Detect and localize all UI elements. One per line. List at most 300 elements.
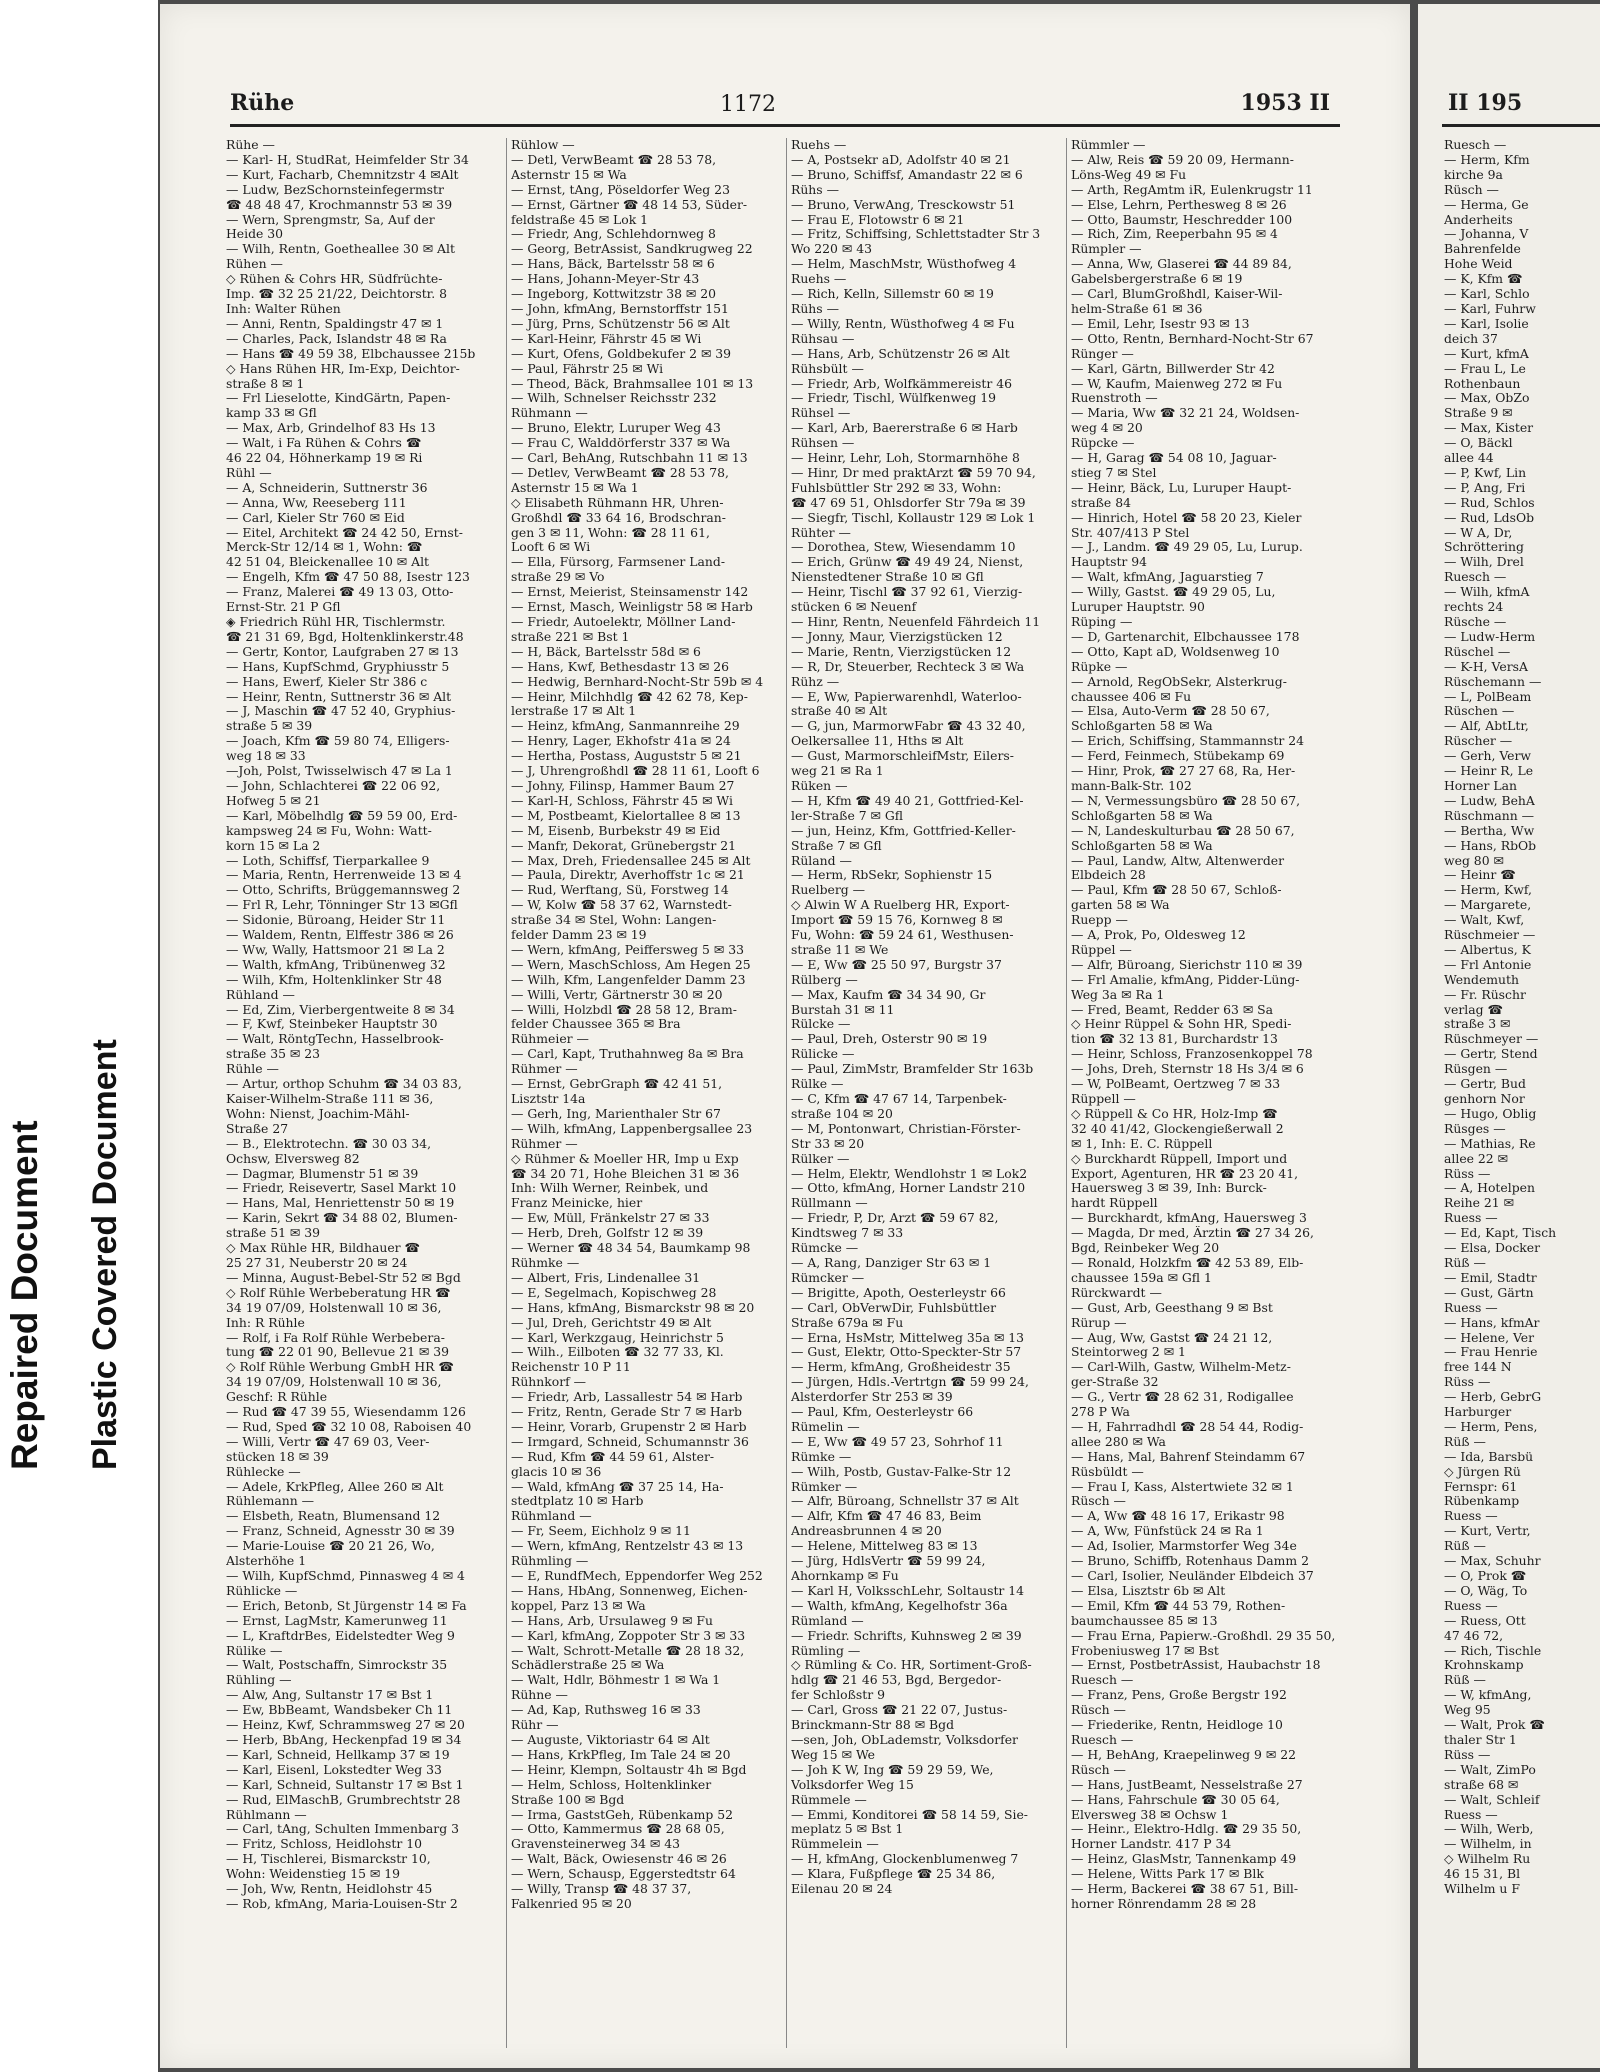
directory-entry: — Heinz, Kwf, Schrammsweg 27 ✉ 20 [226, 1718, 465, 1733]
directory-entry: — Rud, Kfm ☎ 44 59 61, Alster- [511, 1449, 715, 1464]
directory-entry: — Helene, Witts Park 17 ✉ Blk [1071, 1867, 1264, 1882]
directory-entry: Hofweg 5 ✉ 21 [226, 793, 321, 808]
directory-entry: Wohn: Nienst, Joachim-Mähl- [226, 1106, 410, 1121]
directory-entry: — Helm, Schloss, Holtenklinker [511, 1777, 712, 1792]
directory-entry: Rümke — [791, 1449, 852, 1464]
directory-entry: — Heinr, Bäck, Lu, Luruper Haupt- [1071, 480, 1292, 495]
directory-entry: — Heinz, kfmAng, Sanmannreihe 29 [511, 719, 740, 734]
directory-entry: — R, Dr, Steuerber, Rechteck 3 ✉ Wa [791, 659, 1025, 674]
directory-entry: stieg 7 ✉ Stel [1071, 465, 1157, 480]
page-number: 1172 [720, 92, 776, 117]
directory-entry: Inh: Walter Rühen [226, 301, 341, 316]
directory-entry: — E, Ww ☎ 25 50 97, Burgstr 37 [791, 957, 1002, 972]
directory-entry: tion ☎ 32 13 81, Burchardstr 13 [1071, 1032, 1278, 1047]
directory-entry: Ruelberg — [791, 883, 866, 898]
directory-entry: — Fritz, Schiffsing, Schlettstadter Str 3 [791, 227, 1041, 242]
directory-entry: stücken 6 ✉ Neuenf [791, 600, 917, 615]
directory-entry: — Otto, Schrifts, Brüggemannsweg 2 [226, 883, 461, 898]
directory-entry: Hauptstr 94 [1071, 555, 1148, 570]
next-page-entry: Horner Lan [1444, 778, 1517, 793]
directory-entry: — Auguste, Viktoriastr 64 ✉ Alt [511, 1732, 710, 1747]
directory-entry: — E, Ww ☎ 49 57 23, Sohrhof 11 [791, 1434, 1004, 1449]
directory-entry: Brinckmann-Str 88 ✉ Bgd [791, 1718, 955, 1733]
directory-entry: — Heinr, Milchhdlg ☎ 42 62 78, Kep- [511, 689, 748, 704]
next-page-entry: — Ludw, BehA [1444, 793, 1535, 808]
directory-entry: Straße 679a ✉ Fu [791, 1315, 904, 1330]
next-page-entry: — Ruess, Ott [1444, 1613, 1526, 1628]
directory-entry: Rühlmann — [226, 1807, 307, 1822]
directory-entry: 25 27 31, Neuberstr 20 ✉ 24 [226, 1255, 408, 1270]
directory-entry: — Wilh, Schnelser Reichsstr 232 [511, 391, 717, 406]
directory-entry: — Helene, Mittelweg 83 ✉ 13 [791, 1539, 978, 1554]
directory-entry: Rühlow — [511, 138, 575, 152]
directory-column-1 [226, 138, 500, 2048]
directory-entry: feldstraße 45 ✉ Lok 1 [511, 212, 649, 227]
directory-entry: Ruehs — [791, 138, 847, 152]
directory-entry: — Hedwig, Bernhard-Nocht-Str 59b ✉ 4 [511, 674, 764, 689]
directory-entry: — Jürg, HdlsVertr ☎ 59 99 24, [791, 1554, 986, 1569]
directory-entry: Rürup — [1071, 1315, 1127, 1330]
next-page-entry: — Walt, Schleif [1444, 1792, 1540, 1807]
header-surname: Rühe [230, 90, 295, 116]
directory-entry: 46 22 04, Höhnerkamp 19 ✉ Ri [226, 451, 423, 466]
directory-entry: — J, Maschin ☎ 47 52 40, Gryphius- [226, 704, 456, 719]
directory-entry: — Carl, BehAng, Rutschbahn 11 ✉ 13 [511, 451, 748, 466]
directory-entry: — Emmi, Konditorei ☎ 58 14 59, Sie- [791, 1807, 1028, 1822]
next-page-entry: Weg 95 [1444, 1703, 1491, 1718]
directory-entry: — Charles, Pack, Islandstr 48 ✉ Ra [226, 331, 447, 346]
directory-entry: Falkenried 95 ✉ 20 [511, 1896, 632, 1911]
directory-entry: Rühmeier — [511, 1032, 589, 1047]
next-page-entry: — Kurt, Vertr, [1444, 1524, 1531, 1539]
directory-entry: — Karl H, VolksschLehr, Soltaustr 14 [791, 1583, 1025, 1598]
directory-entry: korn 15 ✉ La 2 [226, 838, 321, 853]
directory-entry: — Rud, Sped ☎ 32 10 08, Raboisen 40 [226, 1419, 472, 1434]
directory-entry: — Friedr, Ang, Schlehdornweg 8 [511, 227, 716, 242]
directory-entry: straße 221 ✉ Bst 1 [511, 629, 630, 644]
directory-entry: — Hans, Bäck, Bartelsstr 58 ✉ 6 [511, 257, 715, 272]
directory-entry: Geschf: R Rühle [226, 1390, 328, 1405]
directory-entry: ☎ 48 48 47, Krochmannstr 53 ✉ 39 [226, 197, 453, 212]
directory-entry: — Arnold, RegObSekr, Alsterkrug- [1071, 674, 1287, 689]
directory-entry: Str. 407/413 P Stel [1071, 525, 1190, 540]
next-page-entry: — K, Kfm ☎ [1444, 272, 1523, 287]
directory-entry: 278 P Wa [1071, 1405, 1130, 1420]
directory-entry: 32 40 41/42, Glockengießerwall 2 [1071, 1121, 1284, 1136]
directory-entry: — Elsa, Lisztstr 6b ✉ Alt [1071, 1583, 1226, 1598]
directory-entry: — Hans ☎ 49 59 38, Elbchaussee 215b [226, 346, 476, 361]
directory-entry: tung ☎ 22 01 90, Bellevue 21 ✉ 39 [226, 1345, 449, 1360]
next-page-entry: — Hans, RbOb [1444, 838, 1537, 853]
next-page-entry: — Karl, Schlo [1444, 287, 1530, 302]
directory-entry: Merck-Str 12/14 ✉ 1, Wohn: ☎ [226, 540, 423, 555]
directory-entry: koppel, Parz 13 ✉ Wa [511, 1598, 646, 1613]
directory-entry: Schloßgarten 58 ✉ Wa [1071, 838, 1213, 853]
directory-entry: — Dagmar, Blumenstr 51 ✉ 39 [226, 1166, 419, 1181]
directory-entry: Rüppell — [1071, 1092, 1136, 1106]
directory-entry: — Wald, kfmAng ☎ 37 25 14, Ha- [511, 1479, 724, 1494]
next-page-entry: — Margarete, [1444, 898, 1532, 913]
directory-entry: — Wilh, Kfm, Holtenklinker Str 48 [226, 972, 442, 987]
next-page-entry: — Elsa, Docker [1444, 1241, 1541, 1256]
directory-entry: straße 104 ✉ 20 [791, 1106, 893, 1121]
directory-entry: weg 4 ✉ 20 [1071, 421, 1143, 436]
directory-entry: ◇ Alwin W A Ruelberg HR, Export- [791, 898, 1010, 913]
directory-entry: allee 280 ✉ Wa [1071, 1434, 1166, 1449]
next-page-entry: genhorn Nor [1444, 1092, 1525, 1106]
directory-entry: Rühlecke — [226, 1464, 301, 1479]
directory-entry: ◇ Rolf Rühle Werbeberatung HR ☎ [226, 1285, 451, 1300]
directory-entry: Rüsch — [1071, 1762, 1126, 1777]
directory-entry: — M, Postbeamt, Kielortallee 8 ✉ 13 [511, 808, 741, 823]
directory-entry: Horner Landstr. 417 P 34 [1071, 1837, 1232, 1852]
directory-entry: Rühs — [791, 182, 839, 197]
plastic-covered-label: Plastic Covered Document [86, 1039, 124, 1470]
directory-entry: Rümpler — [1071, 242, 1142, 257]
directory-entry: — Heinr, Tischl ☎ 37 92 61, Vierzig- [791, 585, 1023, 600]
directory-entry: — Irma, GaststGeh, Rübenkamp 52 [511, 1807, 734, 1822]
directory-entry: ger-Straße 32 [1071, 1375, 1159, 1390]
next-page-entry: — Emil, Stadtr [1444, 1270, 1537, 1285]
directory-entry: Großhdl ☎ 33 64 16, Brodschran- [511, 510, 726, 525]
directory-entry: — A, Schneiderin, Suttnerstr 36 [226, 480, 428, 495]
directory-entry: Rümmler — [1071, 138, 1146, 152]
directory-entry: Rüppel — [1071, 942, 1132, 957]
directory-entry: — Albert, Fris, Lindenallee 31 [511, 1270, 701, 1285]
next-page-entry: weg 80 ✉ [1444, 853, 1504, 868]
next-page-entry: Ruess — [1444, 1598, 1498, 1613]
directory-entry: Rühz — [791, 674, 840, 689]
directory-entry: — Gust, Arb, Geesthang 9 ✉ Bst [1071, 1300, 1273, 1315]
directory-entry: — Willi, Vertr, Gärtnerstr 30 ✉ 20 [511, 987, 723, 1002]
directory-entry: — Hinrich, Hotel ☎ 58 20 23, Kieler [1071, 510, 1302, 525]
directory-entry: — L, KraftdrBes, Eidelstedter Weg 9 [226, 1628, 455, 1643]
directory-entry: kampsweg 24 ✉ Fu, Wohn: Watt- [226, 823, 432, 838]
directory-entry: — Gust, MarmorschleifMstr, Eilers- [791, 749, 1014, 764]
directory-entry: — Frau I, Kass, Alstertwiete 32 ✉ 1 [1071, 1479, 1294, 1494]
directory-entry: — Frau E, Flotowstr 6 ✉ 21 [791, 212, 965, 227]
directory-entry: — E, Segelmach, Kopischweg 28 [511, 1285, 717, 1300]
directory-entry: Rüsbüldt — [1071, 1464, 1144, 1479]
directory-entry: stücken 18 ✉ 39 [226, 1449, 329, 1464]
directory-entry: Rürckwardt — [1071, 1285, 1162, 1300]
next-page-entry: — Herm, Pens, [1444, 1419, 1538, 1434]
directory-entry: Ruesch — [1071, 1732, 1134, 1747]
directory-entry: — Hertha, Postass, Auguststr 5 ✉ 21 [511, 749, 742, 764]
directory-entry: — Hans, kfmAng, Bismarckstr 98 ✉ 20 [511, 1300, 755, 1315]
directory-entry: — Heinr, Klempn, Soltaustr 4h ✉ Bgd [511, 1762, 747, 1777]
directory-entry: — Friedr, Autoelektr, Möllner Land- [511, 615, 736, 629]
repaired-document-label: Repaired Document [4, 1120, 45, 1470]
directory-entry: — Carl, BlumGroßhdl, Kaiser-Wil- [1071, 287, 1283, 302]
directory-entry: — N, Vermessungsbüro ☎ 28 50 67, [1071, 793, 1301, 808]
directory-entry: — Carl, Kapt, Truthahnweg 8a ✉ Bra [511, 1047, 744, 1062]
directory-entry: — Elsa, Auto-Verm ☎ 28 50 67, [1071, 704, 1270, 719]
directory-entry: — Wern, kfmAng, Peiffersweg 5 ✉ 33 [511, 942, 744, 957]
directory-entry: — Bruno, Schiffsf, Amandastr 22 ✉ 6 [791, 167, 1023, 182]
directory-entry: — Ww, Wally, Hattsmoor 21 ✉ La 2 [226, 942, 445, 957]
directory-entry: — H, Tischlerei, Bismarckstr 10, [226, 1852, 431, 1867]
directory-entry: — Alfr, Büroang, Sierichstr 110 ✉ 39 [1071, 957, 1303, 972]
directory-entry: Oelkersallee 11, Hths ✉ Alt [791, 734, 964, 749]
directory-entry: — Wilh, kfmAng, Lappenbergsallee 23 [511, 1121, 753, 1136]
directory-entry: Frobeniusweg 17 ✉ Bst [1071, 1643, 1219, 1658]
directory-entry: — Bruno, VerwAng, Tresckowstr 51 [791, 197, 1016, 212]
directory-entry: — Ludw, BezSchornsteinfegermstr [226, 182, 444, 197]
directory-entry: — Brigitte, Apoth, Oesterleystr 66 [791, 1285, 1006, 1300]
directory-entry: — Willy, Transp ☎ 48 37 37, [511, 1882, 692, 1897]
directory-entry: Alsterhöhe 1 [226, 1554, 307, 1569]
directory-entry: — Fred, Beamt, Redder 63 ✉ Sa [1071, 1002, 1274, 1017]
directory-entry: — Otto, Rentn, Bernhard-Nocht-Str 67 [1071, 331, 1314, 346]
directory-entry: ◇ Rümling & Co. HR, Sortiment-Groß- [791, 1658, 1032, 1673]
next-page-entry: Rüschen — [1444, 704, 1515, 719]
directory-entry: — J, Uhrengroßhdl ☎ 28 11 61, Looft 6 [511, 764, 760, 779]
directory-entry: — H, Fahrradhdl ☎ 28 54 44, Rodig- [1071, 1419, 1304, 1434]
directory-entry: Wohn: Weidenstieg 15 ✉ 19 [226, 1867, 400, 1882]
directory-entry: — Walt, Postschaffn, Simrockstr 35 [226, 1658, 448, 1673]
directory-entry: — Friederike, Rentn, Heidloge 10 [1071, 1718, 1283, 1733]
directory-entry: — jun, Heinz, Kfm, Gottfried-Keller- [791, 823, 1016, 838]
directory-entry: Rümelin — [791, 1419, 860, 1434]
directory-entry: Rünger — [1071, 346, 1134, 361]
directory-entry: Rüsch — [1071, 1494, 1126, 1509]
next-page-entry: Hohe Weid [1444, 257, 1513, 272]
directory-entry: — Carl-Wilh, Gastw, Wilhelm-Metz- [1071, 1360, 1291, 1375]
directory-entry: — Adele, KrkPfleg, Allee 260 ✉ Alt [226, 1479, 444, 1494]
directory-entry: horner Rönrendamm 28 ✉ 28 [1071, 1896, 1257, 1911]
directory-entry: straße 8 ✉ 1 [226, 376, 305, 391]
directory-entry: — Artur, orthop Schuhm ☎ 34 03 83, [226, 1077, 462, 1092]
directory-entry: Steintorweg 2 ✉ 1 [1071, 1345, 1186, 1360]
directory-entry: — Otto, Kapt aD, Woldsenweg 10 [1071, 644, 1280, 659]
directory-column-2 [506, 138, 780, 2048]
directory-entry: — Wilh, Postb, Gustav-Falke-Str 12 [791, 1464, 1012, 1479]
directory-entry: Rühmer — [511, 1136, 578, 1151]
directory-entry: Kindtsweg 7 ✉ 33 [791, 1226, 904, 1241]
directory-entry: — Otto, kfmAng, Horner Landstr 210 [791, 1181, 1026, 1196]
directory-entry: — Henry, Lager, Ekhofstr 41a ✉ 24 [511, 734, 731, 749]
margin-label-panel [0, 0, 158, 2072]
directory-entry: Rühland — [226, 987, 295, 1002]
directory-entry: — Ernst, PostbetrAssist, Haubachstr 18 [1071, 1658, 1321, 1673]
directory-entry: — A, Postsekr aD, Adolfstr 40 ✉ 21 [791, 152, 1011, 167]
next-page-entry: — Max, ObZo [1444, 391, 1530, 406]
directory-entry: — Carl, Isolier, Neuländer Elbdeich 37 [1071, 1569, 1314, 1583]
next-page-entry: allee 22 ✉ [1444, 1151, 1509, 1166]
directory-entry: — Herm, RbSekr, Sophienstr 15 [791, 868, 993, 883]
directory-entry: — Karl, Werkzgaug, Heinrichstr 5 [511, 1330, 724, 1345]
directory-entry: — Friedr, Tischl, Wülfkenweg 19 [791, 391, 997, 406]
directory-entry: — C, Kfm ☎ 47 67 14, Tarpenbek- [791, 1092, 1007, 1106]
next-page-entry: — Helene, Ver [1444, 1330, 1535, 1345]
directory-entry: — Hans, Mal, Henriettenstr 50 ✉ 19 [226, 1196, 455, 1211]
directory-entry: — Willi, Holzbdl ☎ 28 58 12, Bram- [511, 1002, 737, 1017]
directory-entry: —Joh, Polst, Twisselwisch 47 ✉ La 1 [226, 764, 453, 779]
directory-entry: — Maria, Rentn, Herrenweide 13 ✉ 4 [226, 868, 462, 883]
directory-entry: Straße 100 ✉ Bgd [511, 1792, 625, 1807]
directory-entry: — Fritz, Schloss, Heidlohstr 10 [226, 1837, 423, 1852]
directory-entry: Rüllmann — [791, 1196, 868, 1211]
directory-entry: — Franz, Schneid, Agnesstr 30 ✉ 39 [226, 1524, 455, 1539]
directory-entry: — Rud, Werftang, Sü, Forstweg 14 [511, 883, 729, 898]
directory-entry: Import ☎ 59 15 76, Kornweg 8 ✉ [791, 913, 1003, 928]
directory-entry: chaussee 159a ✉ Gfl 1 [1071, 1270, 1212, 1285]
directory-entry: — Herb, Dreh, Golfstr 12 ✉ 39 [511, 1226, 704, 1241]
directory-entry: Gravensteinerweg 34 ✉ 43 [511, 1837, 680, 1852]
directory-entry: — Hans, Arb, Ursulaweg 9 ✉ Fu [511, 1613, 714, 1628]
directory-entry: glacis 10 ✉ 36 [511, 1464, 602, 1479]
directory-entry: — Karl, Arb, Baererstraße 6 ✉ Harb [791, 421, 1018, 436]
directory-entry: — Wilh, Kfm, Langenfelder Damm 23 [511, 972, 746, 987]
next-page-entry: — Herm, Kfm [1444, 152, 1530, 167]
directory-entry: — Helm, Elektr, Wendlohstr 1 ✉ Lok2 [791, 1166, 1028, 1181]
directory-entry: — Rud ☎ 47 39 55, Wiesendamm 126 [226, 1405, 466, 1420]
directory-entry: Rühr — [511, 1718, 559, 1733]
directory-entry: Rühl — [226, 465, 272, 480]
directory-entry: — H, Garag ☎ 54 08 10, Jaguar- [1071, 451, 1277, 466]
directory-entry: meplatz 5 ✉ Bst 1 [791, 1822, 904, 1837]
directory-entry: Rühsau — [791, 331, 855, 346]
directory-entry: — Paul, ZimMstr, Bramfelder Str 163b [791, 1062, 1034, 1077]
directory-entry: — Alw, Reis ☎ 59 20 09, Hermann- [1071, 152, 1294, 167]
directory-entry: ☎ 47 69 51, Ohlsdorfer Str 79a ✉ 39 [791, 495, 1026, 510]
directory-entry: Inh: R Rühle [226, 1315, 305, 1330]
directory-entry: — Gertr, Kontor, Laufgraben 27 ✉ 13 [226, 644, 459, 659]
next-page-entry: Rüß — [1444, 1255, 1486, 1270]
directory-entry: Asternstr 15 ✉ Wa 1 [511, 480, 639, 495]
directory-entry: — A, Rang, Danziger Str 63 ✉ 1 [791, 1255, 992, 1270]
next-page-entry: thaler Str 1 [1444, 1732, 1517, 1747]
directory-entry: — Herm, Backerei ☎ 38 67 51, Bill- [1071, 1882, 1299, 1897]
directory-entry: weg 18 ✉ 33 [226, 749, 306, 764]
directory-entry: — W, Kaufm, Maienweg 272 ✉ Fu [1071, 376, 1283, 391]
directory-entry: — M, Pontonwart, Christian-Förster- [791, 1121, 1021, 1136]
directory-entry: — Karl, Eisenl, Lokstedter Weg 33 [226, 1762, 442, 1777]
directory-entry: ☎ 21 31 69, Bgd, Holtenklinkerstr.48 [226, 629, 464, 644]
next-page-entry: — Albertus, K [1444, 942, 1531, 957]
directory-entry: — Hans, Mal, Bahrenf Steindamm 67 [1071, 1449, 1306, 1464]
directory-entry: 42 51 04, Bleickenallee 10 ✉ Alt [226, 555, 430, 570]
directory-entry: Heide 30 [226, 227, 284, 242]
directory-entry: — Joh, Ww, Rentn, Heidlohstr 45 [226, 1882, 433, 1897]
directory-entry: — Otto, Baumstr, Heschredder 100 [1071, 212, 1293, 227]
next-page-entry: Ruess — [1444, 1807, 1498, 1822]
next-page-entry: — Walt, Kwf, [1444, 913, 1525, 928]
directory-entry: Rühs — [791, 301, 839, 316]
directory-entry: — John, kfmAng, Bernstorffstr 151 [511, 301, 729, 316]
directory-entry: — Detlev, VerwBeamt ☎ 28 53 78, [511, 465, 729, 480]
directory-entry: Inh: Wilh Werner, Reinbek, und [511, 1181, 709, 1196]
directory-entry: 34 19 07/09, Holstenwall 10 ✉ 36, [226, 1375, 442, 1390]
directory-entry: — F, Kwf, Steinbeker Hauptstr 30 [226, 1017, 438, 1032]
next-page-entry: — Hugo, Oblig [1444, 1106, 1537, 1121]
directory-entry: — Rob, kfmAng, Maria-Louisen-Str 2 [226, 1896, 458, 1911]
directory-entry: — Jul, Dreh, Gerichtstr 49 ✉ Alt [511, 1315, 712, 1330]
next-page-entry: — Walt, ZimPo [1444, 1762, 1536, 1777]
next-page-entry: straße 68 ✉ [1444, 1777, 1519, 1792]
directory-entry: Wo 220 ✉ 43 [791, 242, 872, 257]
next-page-entry: Rüsgen — [1444, 1062, 1508, 1077]
directory-entry: — Jonny, Maur, Vierzigstücken 12 [791, 629, 1003, 644]
directory-entry: Ernst-Str. 21 P Gfl [226, 600, 341, 615]
directory-entry: Rühsen — [791, 436, 855, 451]
directory-entry: — Hans, JustBeamt, Nesselstraße 27 [1071, 1777, 1303, 1792]
directory-entry: — Arth, RegAmtm iR, Eulenkrugstr 11 [1071, 182, 1313, 197]
directory-entry: — Marie-Louise ☎ 20 21 26, Wo, [226, 1539, 435, 1554]
next-page-entry: Ruesch — [1444, 138, 1507, 152]
directory-entry: — Heinr, Vorarb, Grupenstr 2 ✉ Harb [511, 1419, 747, 1434]
next-page-entry: rechts 24 [1444, 600, 1504, 615]
directory-entry: — G., Vertr ☎ 28 62 31, Rodigallee [1071, 1390, 1294, 1405]
directory-entry: — Frau C, Walddörferstr 337 ✉ Wa [511, 436, 731, 451]
directory-entry: Ruesch — [1071, 1673, 1134, 1688]
directory-entry: — Manfr, Dekorat, Grünebergstr 21 [511, 838, 737, 853]
next-page-entry: — W A, Dr, [1444, 525, 1513, 540]
next-page-entry: 46 15 31, Bl [1444, 1867, 1521, 1882]
directory-entry: — Karl, Gärtn, Billwerder Str 42 [1071, 361, 1275, 376]
directory-entry: Gabelsbergerstraße 6 ✉ 19 [1071, 272, 1243, 287]
directory-entry: — Erich, Schiffsing, Stammannstr 24 [1071, 734, 1305, 749]
directory-entry: — Friedr, Reisevertr, Sasel Markt 10 [226, 1181, 457, 1196]
directory-entry: — Wilh., Eilboten ☎ 32 77 33, Kl. [511, 1345, 724, 1360]
directory-entry: — H, kfmAng, Glockenblumenweg 7 [791, 1852, 1019, 1867]
directory-entry: hardt Rüppell [1071, 1196, 1158, 1211]
next-page-strip [1418, 4, 1600, 2068]
directory-entry: Rülike — [226, 1643, 283, 1658]
directory-entry: Rühlicke — [226, 1583, 298, 1598]
directory-entry: — Waldem, Rentn, Elffestr 386 ✉ 26 [226, 928, 454, 943]
directory-entry: Rühling — [226, 1673, 292, 1688]
directory-entry: — Hans, Ewerf, Kieler Str 386 c [226, 674, 428, 689]
directory-entry: — Helm, MaschMstr, Wüsthofweg 4 [791, 257, 1017, 272]
directory-entry: — Else, Lehrn, Perthesweg 8 ✉ 26 [1071, 197, 1287, 212]
next-page-entry: — Gertr, Stend [1444, 1047, 1538, 1062]
directory-entry: hdlg ☎ 21 46 53, Bgd, Bergedor- [791, 1673, 1002, 1688]
directory-entry: — Sidonie, Büroang, Heider Str 11 [226, 913, 446, 928]
directory-entry: — Frl Lieselotte, KindGärtn, Papen- [226, 391, 451, 406]
directory-entry: — Karl-Heinr, Fährstr 45 ✉ Wi [511, 331, 702, 346]
next-page-entry: — Rud, LdsOb [1444, 510, 1535, 525]
directory-entry: Asternstr 15 ✉ Wa [511, 167, 627, 182]
directory-entry: — Ernst, tAng, Pöseldorfer Weg 23 [511, 182, 730, 197]
directory-entry: Eilenau 20 ✉ 24 [791, 1882, 893, 1897]
next-page-entry: Ruess — [1444, 1300, 1498, 1315]
next-page-entry: — Wilh, kfmA [1444, 585, 1530, 600]
directory-entry: — B., Elektrotechn. ☎ 30 03 34, [226, 1136, 432, 1151]
directory-entry: — Emil, Lehr, Isestr 93 ✉ 13 [1071, 316, 1250, 331]
directory-entry: Elversweg 38 ✉ Ochsw 1 [1071, 1807, 1229, 1822]
directory-entry: ◇ Burckhardt Rüppell, Import und [1071, 1151, 1288, 1166]
directory-entry: Andreasbrunnen 4 ✉ 20 [791, 1524, 942, 1539]
directory-entry: stedtplatz 10 ✉ Harb [511, 1494, 644, 1509]
directory-entry: — Loth, Schiffsf, Tierparkallee 9 [226, 853, 430, 868]
directory-entry: — Fr, Seem, Eichholz 9 ✉ 11 [511, 1524, 691, 1539]
next-page-entry: — Alf, AbtLtr, [1444, 719, 1529, 734]
directory-entry: Rülcke — [791, 1017, 851, 1032]
directory-entry: — Friedr, Arb, Lassallestr 54 ✉ Harb [511, 1390, 743, 1405]
directory-entry: straße 29 ✉ Vo [511, 570, 605, 585]
directory-entry: — Ingeborg, Kottwitzstr 38 ✉ 20 [511, 287, 717, 302]
directory-entry: Ruepp — [1071, 913, 1128, 928]
next-page-entry: — Kurt, kfmA [1444, 346, 1529, 361]
directory-entry: — Ad, Isolier, Marmstorfer Weg 34e [1071, 1539, 1297, 1554]
next-page-entry: — Frl Antonie [1444, 957, 1532, 972]
directory-entry: helm-Straße 61 ✉ 36 [1071, 301, 1203, 316]
directory-entry: Weg 3a ✉ Ra 1 [1071, 987, 1165, 1002]
directory-entry: — Friedr. Schrifts, Kuhnsweg 2 ✉ 39 [791, 1628, 1022, 1643]
next-page-rule [1442, 124, 1600, 127]
